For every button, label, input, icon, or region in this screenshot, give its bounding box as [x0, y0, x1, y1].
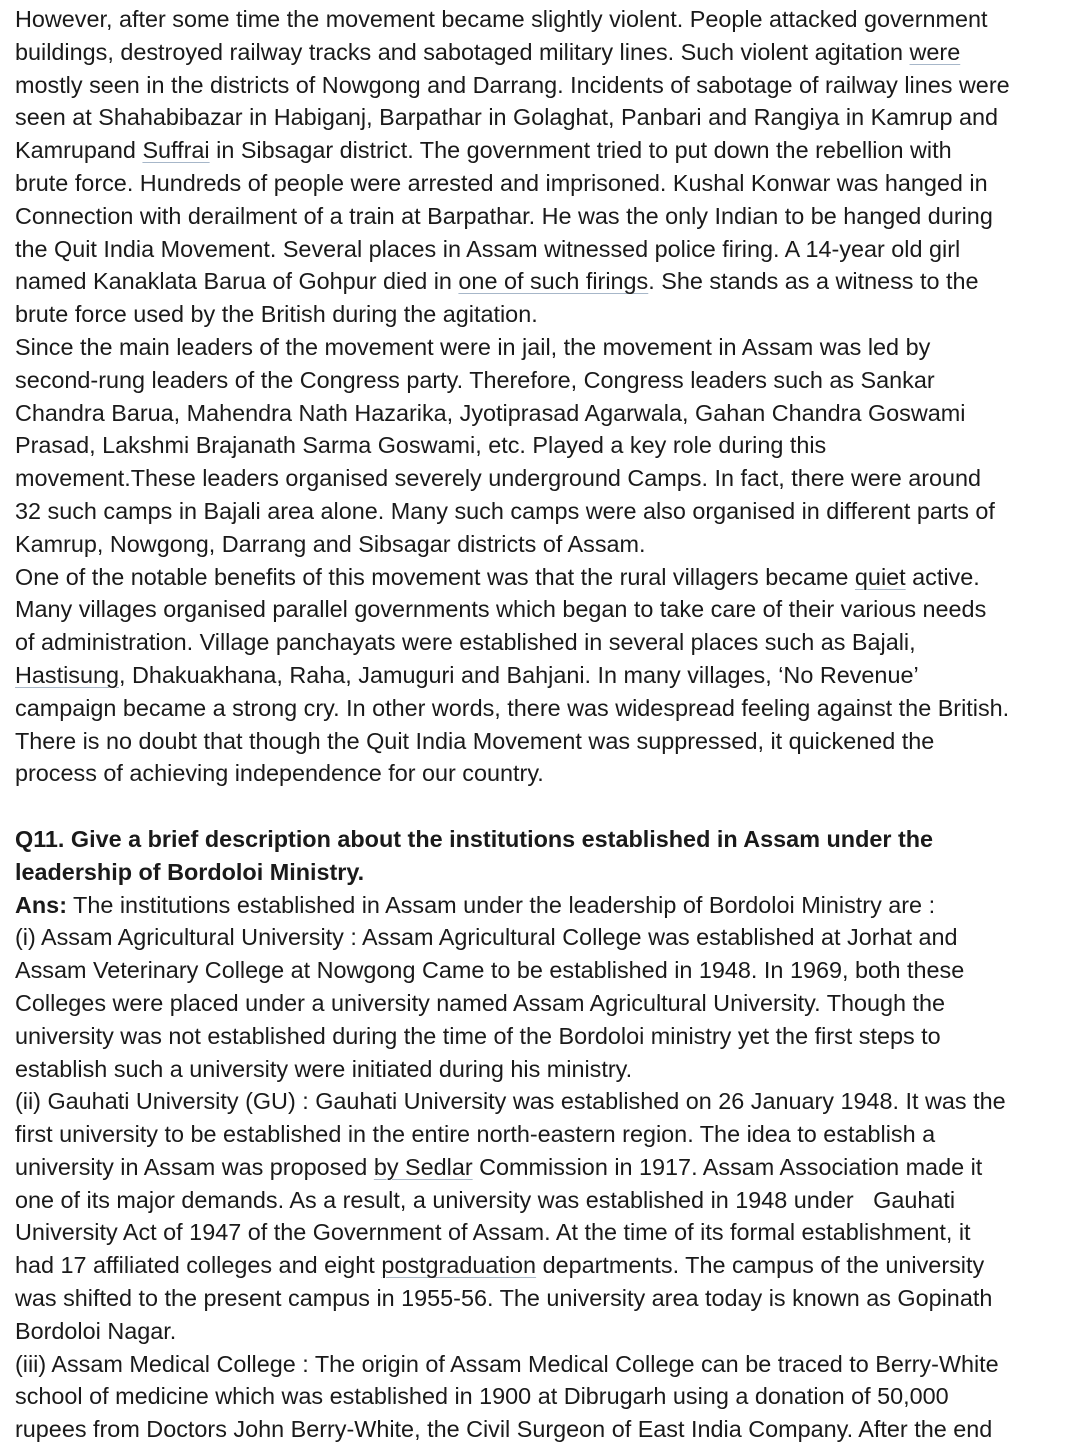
- spellcheck-underline: postgraduation: [381, 1252, 537, 1279]
- text-line: (iii) Assam Medical College : The origin of Assam Medical College can be traced to Berry-White: [15, 1350, 999, 1377]
- text-line: brute force used by the British during the agitation.: [15, 301, 538, 328]
- text-line: (i) Assam Agricultural University : Assam Agricultural College was established at Jorhat and: [15, 924, 958, 951]
- text-line: (ii) Gauhati University (GU) : Gauhati University was established on 26 January 1948. It was the: [15, 1088, 1006, 1115]
- spellcheck-underline: were: [909, 38, 961, 65]
- text-line: university was not established during the time of the Bordoloi ministry yet the first steps to: [15, 1022, 941, 1049]
- text-line: Kamrupand Suffrai in Sibsagar district. The government tried to put down the rebellion with: [15, 137, 952, 164]
- text-line: university in Assam was proposed by Sedlar Commission in 1917. Assam Association made it: [15, 1153, 983, 1180]
- answer-label: Ans:: [15, 891, 67, 918]
- spellcheck-underline: one of such firings: [458, 268, 649, 295]
- text-line: Since the main leaders of the movement were in jail, the movement in Assam was led by: [15, 333, 931, 360]
- spellcheck-underline: by Sedlar: [373, 1153, 473, 1180]
- text-line: Bordoloi Nagar.: [15, 1317, 177, 1344]
- text-line: school of medicine which was established in 1900 at Dibrugarh using a donation of 50,000: [15, 1383, 949, 1410]
- paragraph-leaders: [15, 331, 1077, 561]
- text-line: Prasad, Lakshmi Brajanath Sarma Goswami, etc. Played a key role during this: [15, 432, 827, 459]
- text-line: Chandra Barua, Mahendra Nath Hazarika, Jyotiprasad Agarwala, Gahan Chandra Goswami: [15, 399, 966, 426]
- text-line: was shifted to the present campus in 1955-56. The university area today is known as Gopinath: [15, 1285, 993, 1312]
- text-line: establish such a university were initiated during his ministry.: [15, 1055, 633, 1082]
- text-line: University Act of 1947 of the Government of Assam. At the time of its formal establishment, it: [15, 1219, 971, 1246]
- item-assam-agricultural-university: [15, 921, 1077, 1085]
- text-line: One of the notable benefits of this movement was that the rural villagers became quiet active.: [15, 563, 980, 590]
- text-line: brute force. Hundreds of people were arrested and imprisoned. Kushal Konwar was hanged in: [15, 169, 988, 196]
- item-assam-medical-college: [15, 1348, 1077, 1446]
- text-line: Many villages organised parallel governments which began to take care of their various needs: [15, 596, 987, 623]
- text-line: campaign became a strong cry. In other words, there was widespread feeling against the British.: [15, 694, 1010, 721]
- text-line: 32 such camps in Bajali area alone. Many such camps were also organised in different parts of: [15, 497, 995, 524]
- text-line: one of its major demands. As a result, a university was established in 1948 under Gauhati: [15, 1186, 956, 1213]
- paragraph-spacer: [15, 790, 1077, 823]
- question-q11: [15, 823, 1077, 889]
- item-gauhati-university: [15, 1085, 1077, 1347]
- text-line: Kamrup, Nowgong, Darrang and Sibsagar districts of Assam.: [15, 530, 646, 557]
- answer-intro: The institutions established in Assam under the leadership of Bordoloi Ministry are :: [66, 891, 936, 918]
- text-line: process of achieving independence for our country.: [15, 760, 544, 787]
- question-line: Q11. Give a brief description about the institutions established in Assam under the: [15, 825, 934, 852]
- text-line: second-rung leaders of the Congress party. Therefore, Congress leaders such as Sankar: [15, 366, 935, 393]
- text-line: first university to be established in the entire north-eastern region. The idea to establish a: [15, 1121, 936, 1148]
- text-line: There is no doubt that though the Quit India Movement was suppressed, it quickened the: [15, 727, 935, 754]
- text-line: seen at Shahabibazar in Habiganj, Barpathar in Golaghat, Panbari and Rangiya in Kamrup and: [15, 104, 999, 131]
- paragraph-violence: [15, 3, 1077, 331]
- spellcheck-underline: Hastisung: [15, 661, 120, 688]
- answer-line: [15, 889, 1077, 922]
- answer-q11: [15, 889, 1077, 922]
- text-line: named Kanaklata Barua of Gohpur died in one of such firings. She stands as a witness to the: [15, 268, 979, 295]
- document-page: [15, 3, 1077, 1446]
- text-line: rupees from Doctors John Berry-White, the Civil Surgeon of East India Company. After the end: [15, 1416, 993, 1443]
- question-line: leadership of Bordoloi Ministry.: [15, 858, 365, 885]
- text-line: the Quit India Movement. Several places in Assam witnessed police firing. A 14-year old girl: [15, 235, 961, 262]
- text-line: However, after some time the movement became slightly violent. People attacked government: [15, 6, 988, 32]
- text-line: Colleges were placed under a university named Assam Agricultural University. Though the: [15, 989, 946, 1016]
- text-line: Assam Veterinary College at Nowgong Came to be established in 1948. In 1969, both these: [15, 957, 965, 984]
- spellcheck-underline: Suffrai: [142, 137, 210, 164]
- spellcheck-underline: quiet: [854, 563, 906, 590]
- text-line: had 17 affiliated colleges and eight postgraduation departments. The campus of the university: [15, 1252, 985, 1279]
- text-line: of administration. Village panchayats were established in several places such as Bajali,: [15, 629, 916, 656]
- text-line: buildings, destroyed railway tracks and sabotaged military lines. Such violent agitation were: [15, 38, 961, 65]
- text-line: mostly seen in the districts of Nowgong and Darrang. Incidents of sabotage of railway lines were: [15, 71, 1010, 98]
- text-line: movement.These leaders organised severely underground Camps. In fact, there were around: [15, 465, 982, 492]
- text-line: Connection with derailment of a train at Barpathar. He was the only Indian to be hanged during: [15, 202, 993, 229]
- paragraph-benefits: [15, 561, 1077, 791]
- text-line: Hastisung, Dhakuakhana, Raha, Jamuguri and Bahjani. In many villages, ‘No Revenue’: [15, 661, 919, 688]
